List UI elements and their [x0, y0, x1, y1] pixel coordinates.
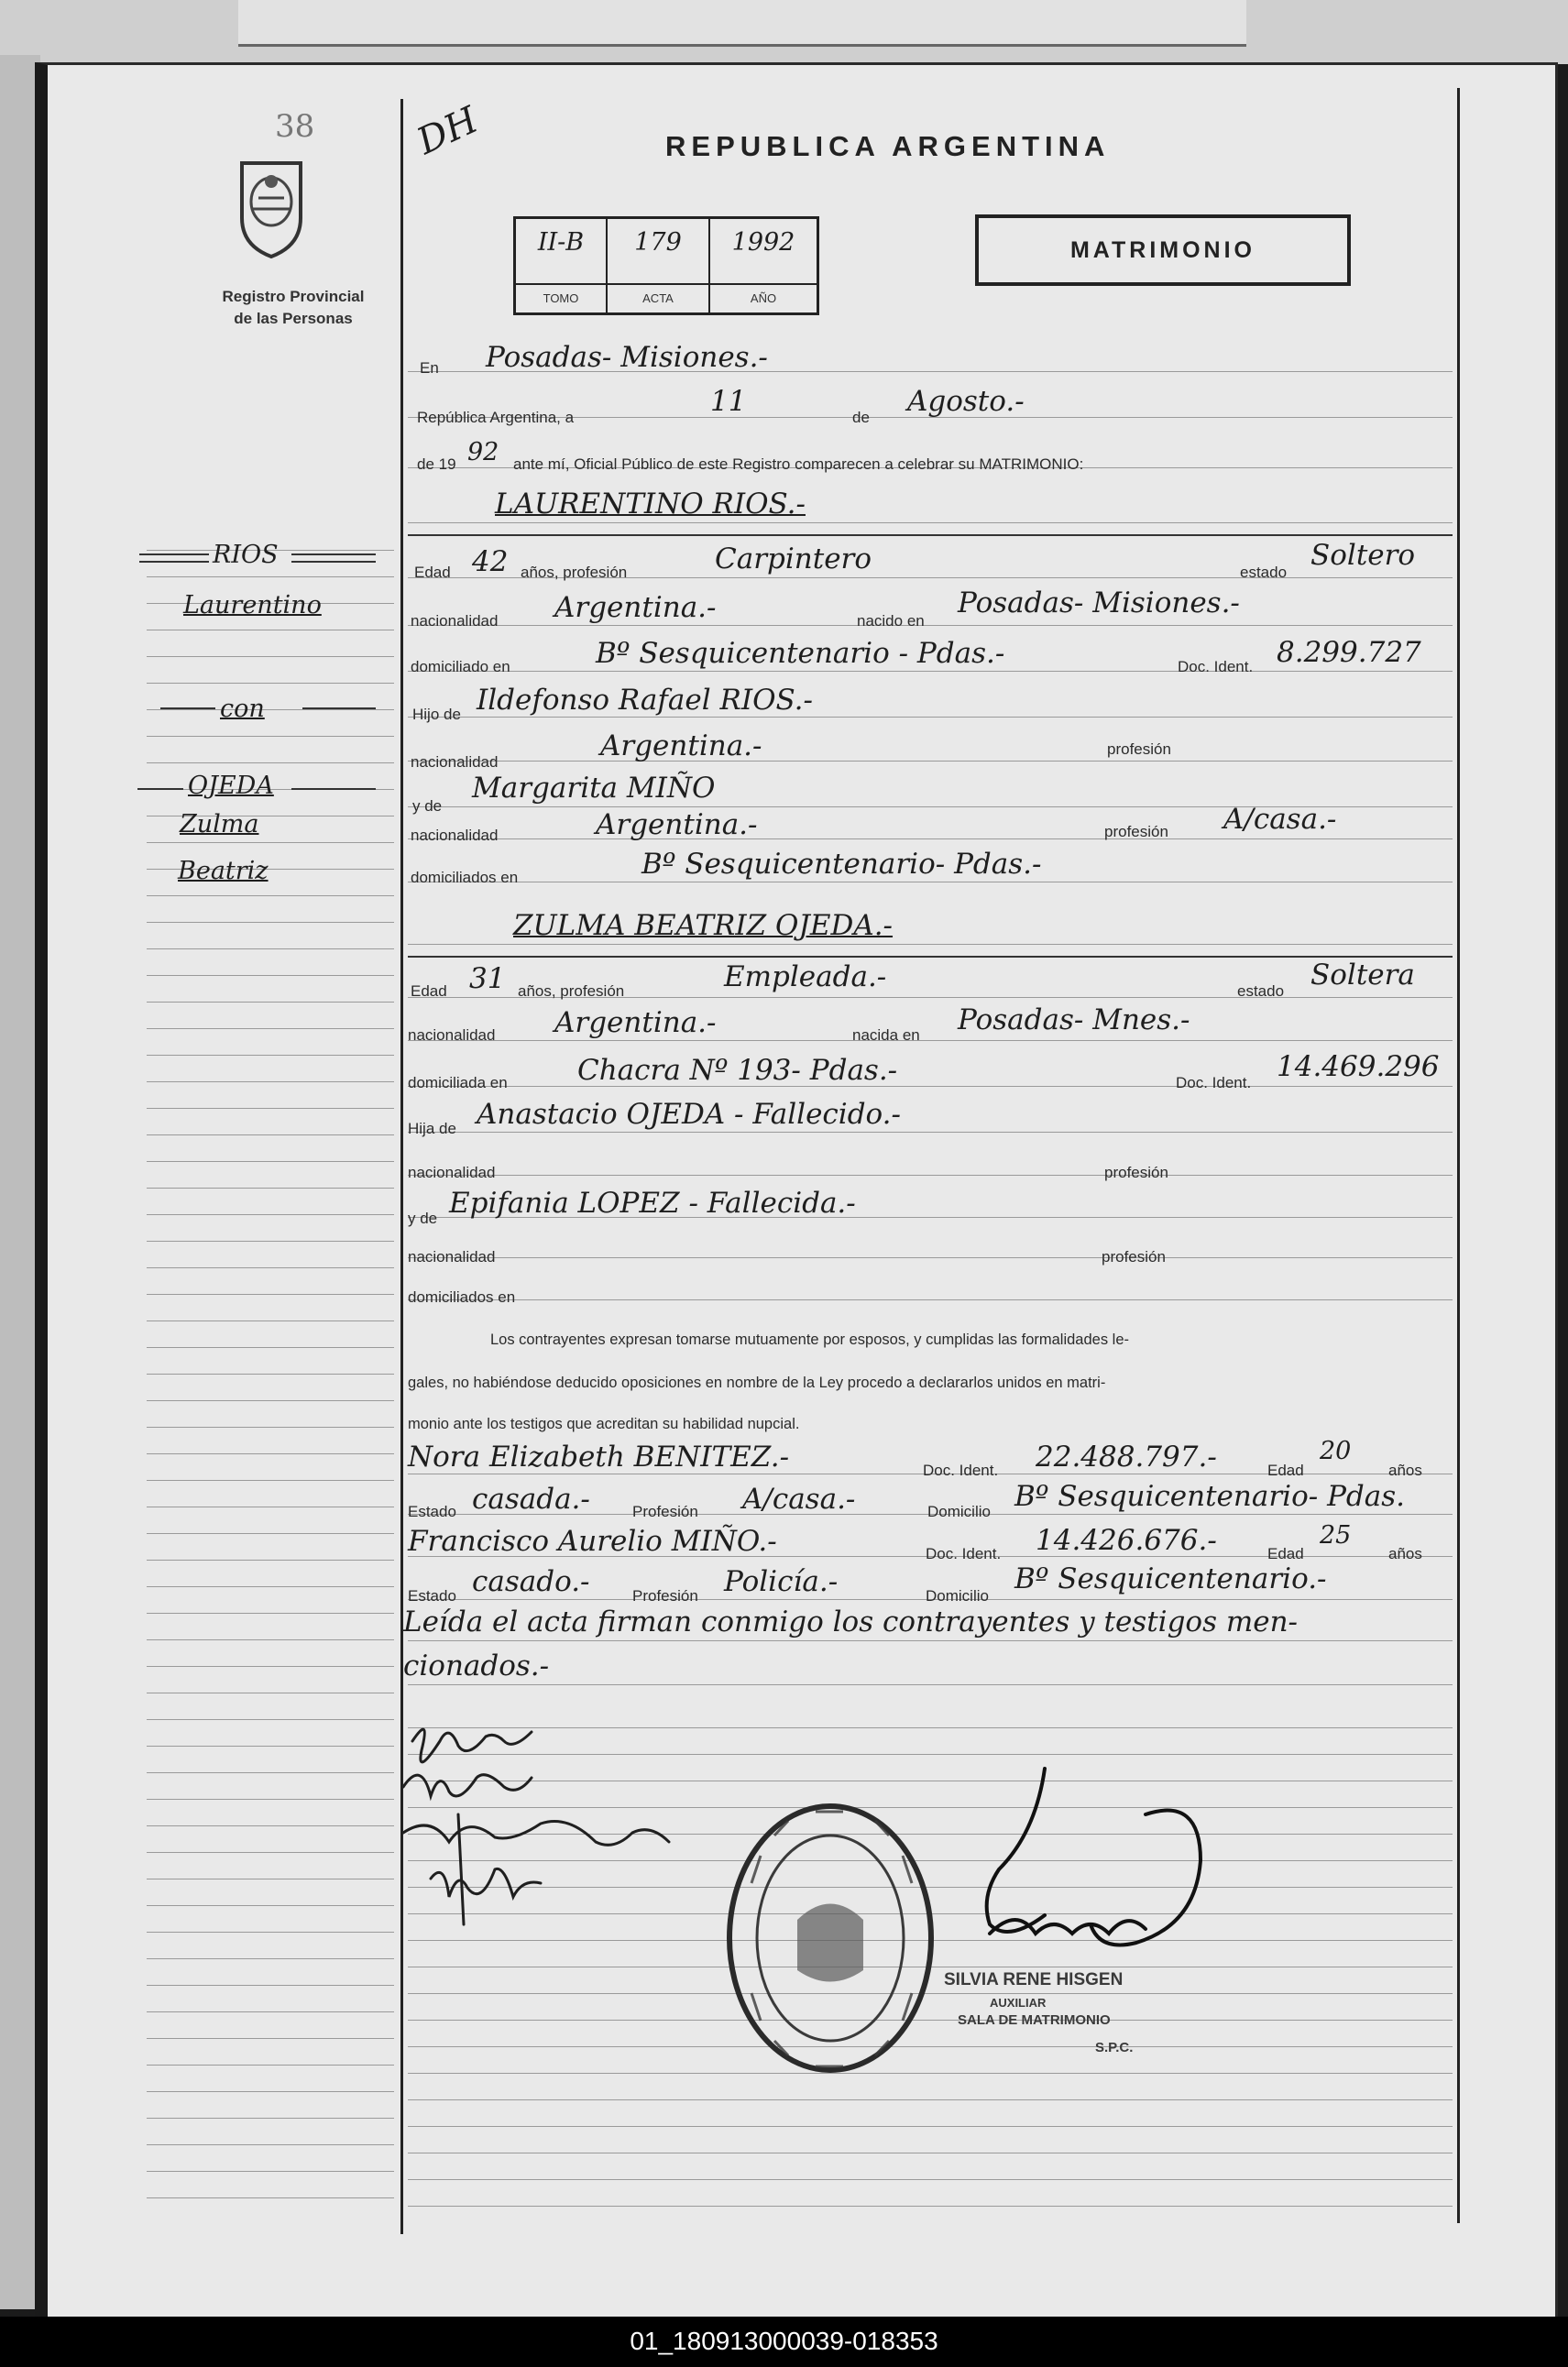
party-signatures	[394, 1704, 696, 1943]
bride-civil-status: Soltera	[1310, 959, 1415, 992]
witness-1-document: 22.488.797.-	[1036, 1441, 1217, 1474]
groom-parents-address: Bº Sesquicentenario- Pdas.-	[641, 848, 1042, 881]
margin-given-2b: Beatriz	[178, 857, 269, 885]
en-label: En	[420, 359, 439, 377]
body-rule	[408, 671, 1453, 672]
margin-rule	[147, 1241, 394, 1242]
bride-address: Chacra Nº 193- Pdas.-	[577, 1054, 898, 1087]
margin-rule	[147, 1028, 394, 1029]
bride-document: 14.469.296	[1277, 1050, 1440, 1083]
body-rule	[408, 956, 1453, 958]
groom-estado-label: estado	[1240, 564, 1288, 581]
witness-1-name: Nora Elizabeth BENITEZ.-	[408, 1441, 790, 1474]
groom-father: Ildefonso Rafael RIOS.-	[477, 684, 813, 717]
margin-rule	[147, 576, 394, 577]
margin-rule	[147, 1188, 394, 1189]
declaration-line-1: Los contrayentes expresan tomarse mutuamente por esposos, y cumplidas las formalidades le-	[490, 1331, 1130, 1348]
registry-name	[183, 286, 403, 330]
day-value: 11	[710, 385, 747, 418]
witness-2-name: Francisco Aurelio MIÑO.-	[408, 1525, 777, 1558]
margin-rule	[147, 1852, 394, 1853]
margin-surname-1: RIOS	[213, 541, 279, 569]
margin-rule	[147, 1533, 394, 1534]
officer-stamp-line-1: SILVIA RENE HISGEN	[944, 1970, 1124, 1989]
margin-rule	[147, 2144, 394, 2145]
registry-line-2: de las Personas	[234, 310, 353, 327]
acta-value: 179	[634, 228, 682, 257]
groom-father-nat-label: nacionalidad	[411, 753, 499, 771]
bride-edad-label: Edad	[411, 982, 447, 1000]
bride-mother: Epifania LOPEZ - Fallecida.-	[449, 1187, 856, 1220]
body-rule	[408, 2179, 1453, 2180]
acta-cell	[608, 219, 710, 312]
witness-2-anos-label: años	[1388, 1545, 1422, 1562]
year-suffix: 92	[467, 438, 499, 466]
tomo-label: TOMO	[516, 283, 606, 312]
body-rule	[408, 1086, 1453, 1087]
witness-1-profesion-label: Profesión	[632, 1503, 698, 1520]
margin-rule	[147, 683, 394, 684]
groom-mother: Margarita MIÑO	[472, 772, 716, 805]
bride-profession: Empleada.-	[724, 960, 887, 993]
margin-rule	[147, 1214, 394, 1215]
bride-mother-nat-label: nacionalidad	[408, 1248, 496, 1266]
margin-rule	[147, 2065, 394, 2066]
scan-file-code: 01_180913000039-018353	[630, 2327, 938, 2355]
margin-rule	[147, 1267, 394, 1268]
margin-rule	[147, 2118, 394, 2119]
groom-mother-prof-label: profesión	[1104, 823, 1168, 840]
margin-rule	[147, 1586, 394, 1587]
bride-nacida-label: nacida en	[852, 1026, 920, 1044]
margin-given-2a: Zulma	[180, 810, 259, 838]
officer-signature	[935, 1759, 1237, 1998]
record-type: MATRIMONIO	[1069, 237, 1255, 263]
margin-rule	[147, 842, 394, 843]
margin-rule	[147, 1400, 394, 1401]
record-type-box	[975, 214, 1351, 286]
body-rule	[408, 522, 1453, 523]
bride-profesion-label: años, profesión	[518, 982, 625, 1000]
groom-doc-label: Doc. Ident.	[1178, 658, 1254, 675]
witness-1-doc-label: Doc. Ident.	[923, 1462, 999, 1479]
volume-reference-box	[513, 216, 819, 315]
witness-2-age: 25	[1320, 1521, 1352, 1550]
margin-rule	[147, 1719, 394, 1720]
groom-civil-status: Soltero	[1310, 539, 1416, 572]
margin-rule	[147, 922, 394, 923]
groom-mother-profession: A/casa.-	[1223, 803, 1337, 836]
groom-domiciliado-label: domiciliado en	[411, 658, 510, 675]
page-number: 38	[275, 108, 315, 145]
bride-father-prof-label: profesión	[1104, 1164, 1168, 1181]
body-rule	[408, 1175, 1453, 1176]
right-border-line	[1457, 88, 1460, 2223]
witness-2-edad-label: Edad	[1267, 1545, 1304, 1562]
ano-cell	[710, 219, 817, 312]
margin-rule	[147, 762, 394, 763]
witness-1-edad-label: Edad	[1267, 1462, 1304, 1479]
bride-estado-label: estado	[1237, 982, 1285, 1000]
groom-age: 42	[472, 545, 509, 578]
margin-rule	[147, 948, 394, 949]
margin-connector: con	[220, 695, 265, 723]
tomo-cell	[516, 219, 608, 312]
ano-label: AÑO	[710, 283, 817, 312]
bride-parents-dom-label: domiciliados en	[408, 1288, 516, 1306]
officer-stamp-line-4: S.P.C.	[1095, 2040, 1134, 2055]
margin-rule	[147, 1081, 394, 1082]
groom-profesion-label: años, profesión	[521, 564, 628, 581]
margin-rule	[147, 1799, 394, 1800]
groom-mother-nationality: Argentina.-	[596, 808, 758, 841]
body-rule	[408, 534, 1453, 536]
margin-rule	[147, 2038, 394, 2039]
witness-1-domicilio-label: Domicilio	[927, 1503, 991, 1520]
margin-rule	[147, 895, 394, 896]
bride-yde-label: y de	[408, 1210, 438, 1227]
ano-value: 1992	[731, 228, 795, 257]
bride-nationality: Argentina.-	[554, 1006, 717, 1039]
body-rule	[408, 2099, 1453, 2100]
margin-rule	[147, 1746, 394, 1747]
body-rule	[408, 717, 1453, 718]
witness-2-profesion-label: Profesión	[632, 1587, 698, 1605]
groom-document: 8.299.727	[1277, 636, 1421, 669]
republica-label: República Argentina, a	[417, 409, 575, 426]
body-rule	[408, 2206, 1453, 2207]
groom-address: Bº Sesquicentenario - Pdas.-	[596, 637, 1005, 670]
witness-2-address: Bº Sesquicentenario.-	[1014, 1562, 1327, 1595]
bride-doc-label: Doc. Ident.	[1176, 1074, 1252, 1091]
body-rule	[408, 1132, 1453, 1133]
groom-edad-label: Edad	[414, 564, 451, 581]
margin-rule	[147, 1613, 394, 1614]
groom-birthplace: Posadas- Misiones.-	[958, 586, 1240, 619]
de-label: de	[852, 409, 870, 426]
margin-rule	[147, 975, 394, 976]
margin-rule	[147, 2091, 394, 2092]
groom-name: LAURENTINO RIOS.-	[495, 488, 806, 521]
country-header: REPUBLICA ARGENTINA	[665, 130, 1111, 162]
margin-rule	[147, 1374, 394, 1375]
witness-2-profession: Policía.-	[724, 1565, 839, 1598]
margin-rule	[147, 1453, 394, 1454]
margin-surname-2: OJEDA	[188, 772, 274, 800]
place-value: Posadas- Misiones.-	[486, 341, 768, 374]
margin-rule	[147, 2011, 394, 2012]
witness-1-civil-status: casada.-	[472, 1483, 590, 1516]
witness-1-estado-label: Estado	[408, 1503, 456, 1520]
month-value: Agosto.-	[907, 385, 1025, 418]
declaration-line-3: monio ante los testigos que acreditan su habilidad nupcial.	[408, 1416, 800, 1432]
margin-rule	[147, 2171, 394, 2172]
closing-line-2: cionados.-	[403, 1649, 550, 1682]
body-rule	[408, 838, 1453, 839]
bride-nacionalidad-label: nacionalidad	[408, 1026, 496, 1044]
body-rule	[408, 1040, 1453, 1041]
official-seal-stamp	[724, 1801, 937, 2076]
acta-label: ACTA	[608, 283, 708, 312]
year-prefix: de 19	[417, 455, 456, 473]
witness-1-anos-label: años	[1388, 1462, 1422, 1479]
previous-page-edge	[0, 0, 1568, 64]
margin-rule	[147, 1825, 394, 1826]
bride-age: 31	[469, 962, 506, 995]
margin-rule	[147, 1347, 394, 1348]
bride-mother-prof-label: profesión	[1102, 1248, 1166, 1266]
bride-name: ZULMA BEATRIZ OJEDA.-	[513, 909, 894, 942]
witness-1-profession: A/casa.-	[742, 1483, 856, 1516]
margin-rule	[147, 1560, 394, 1561]
body-rule	[408, 1299, 1453, 1300]
bride-father-nat-label: nacionalidad	[408, 1164, 496, 1181]
tomo-value: II-B	[537, 228, 585, 257]
bride-domiciliada-label: domiciliada en	[408, 1074, 508, 1091]
officer-stamp-line-2: AUXILIAR	[990, 1996, 1047, 2010]
margin-given-1: Laurentino	[183, 591, 322, 619]
witness-2-estado-label: Estado	[408, 1587, 456, 1605]
body-rule	[408, 944, 1453, 945]
registry-line-1: Registro Provincial	[222, 288, 365, 305]
margin-rule	[147, 1905, 394, 1906]
groom-profession: Carpintero	[715, 542, 872, 575]
margin-rule	[147, 1294, 394, 1295]
groom-father-nationality: Argentina.-	[600, 729, 762, 762]
witness-1-age: 20	[1320, 1437, 1352, 1465]
margin-rule	[147, 709, 394, 710]
appearance-statement: ante mí, Oficial Público de este Registro comparecen a celebrar su MATRIMONIO:	[513, 455, 1084, 473]
witness-1-address: Bº Sesquicentenario- Pdas.	[1014, 1480, 1406, 1513]
margin-rule	[147, 736, 394, 737]
body-rule	[408, 1684, 1453, 1685]
margin-rule	[147, 1320, 394, 1321]
body-rule	[408, 2126, 1453, 2127]
groom-hijo-label: Hijo de	[412, 706, 461, 723]
closing-line-1: Leída el acta firman conmigo los contrayentes y testigos men-	[403, 1605, 1299, 1638]
margin-rule	[147, 1639, 394, 1640]
witness-2-civil-status: casado.-	[472, 1565, 590, 1598]
body-rule	[408, 625, 1453, 626]
groom-mother-nat-label: nacionalidad	[411, 827, 499, 844]
witness-2-domicilio-label: Domicilio	[926, 1587, 989, 1605]
margin-rule	[147, 656, 394, 657]
groom-nacido-label: nacido en	[857, 612, 925, 630]
bride-father: Anastacio OJEDA - Fallecido.-	[477, 1098, 902, 1131]
provincial-coat-of-arms-icon	[235, 154, 308, 264]
margin-rule	[147, 1772, 394, 1773]
groom-nationality: Argentina.-	[554, 591, 717, 624]
bride-hija-label: Hija de	[408, 1120, 456, 1137]
groom-father-prof-label: profesión	[1107, 740, 1171, 758]
margin-rule	[147, 1134, 394, 1135]
margin-rule	[147, 1108, 394, 1109]
margin-rule	[147, 1480, 394, 1481]
margin-rule	[147, 1666, 394, 1667]
margin-rule	[147, 1161, 394, 1162]
witness-2-document: 14.426.676.-	[1036, 1524, 1217, 1557]
margin-rule	[147, 1002, 394, 1003]
margin-rule	[147, 1055, 394, 1056]
officer-stamp-line-3: SALA DE MATRIMONIO	[958, 2012, 1111, 2028]
margin-rule	[147, 1932, 394, 1933]
margin-rule	[147, 1958, 394, 1959]
declaration-line-2: gales, no habiéndose deducido oposiciones en nombre de la Ley procedo a declararlos unidos en matri-	[408, 1375, 1106, 1391]
groom-yde-label: y de	[412, 797, 443, 815]
corner-initials: DH	[411, 99, 485, 163]
body-rule	[408, 1640, 1453, 1641]
bride-birthplace: Posadas- Mnes.-	[958, 1003, 1190, 1036]
margin-rule	[147, 1427, 394, 1428]
groom-nacionalidad-label: nacionalidad	[411, 612, 499, 630]
body-rule	[408, 1257, 1453, 1258]
margin-rule	[147, 2197, 394, 2198]
body-rule	[408, 761, 1453, 762]
witness-2-doc-label: Doc. Ident.	[926, 1545, 1002, 1562]
margin-rule	[147, 1985, 394, 1986]
groom-parents-dom-label: domiciliados en	[411, 869, 519, 886]
